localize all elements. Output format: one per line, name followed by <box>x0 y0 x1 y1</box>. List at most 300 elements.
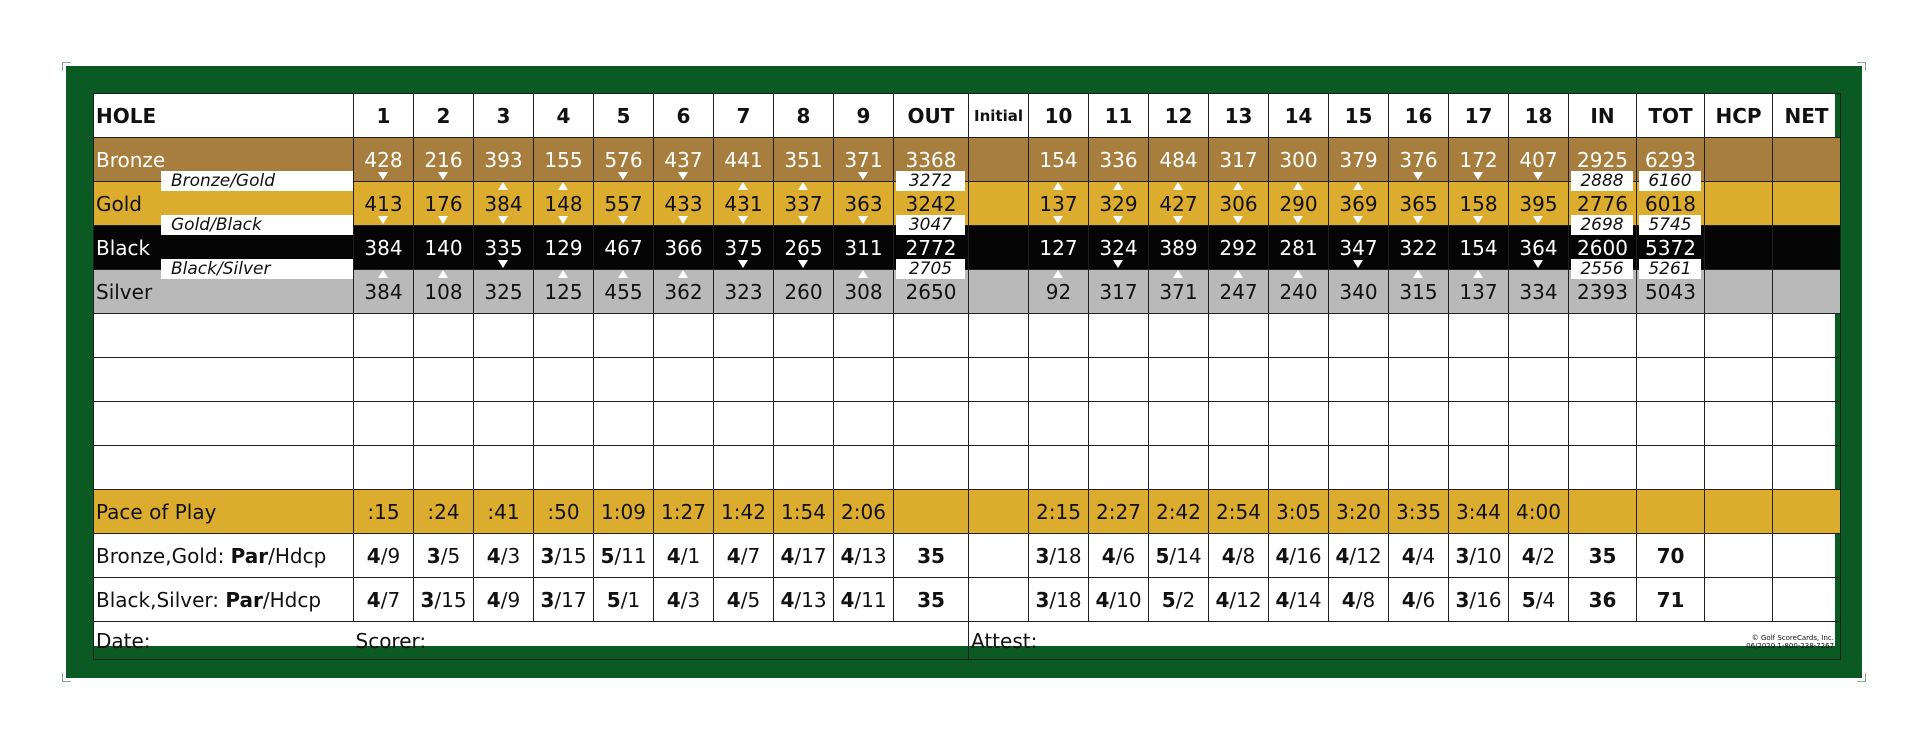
score-entry-row <box>94 358 1841 402</box>
score-cell[interactable] <box>1637 402 1705 446</box>
yardage-cell: 441 <box>714 138 774 182</box>
par-hdcp-cell <box>594 534 654 578</box>
par-value: 4 <box>486 587 501 612</box>
combo-tee-name: Bronze/Gold <box>161 171 353 191</box>
score-cell[interactable] <box>1449 314 1509 358</box>
score-cell[interactable] <box>834 314 894 358</box>
score-cell[interactable] <box>1569 358 1637 402</box>
score-cell[interactable] <box>1269 402 1329 446</box>
score-cell[interactable] <box>1329 314 1389 358</box>
yardage-cell: 216 <box>414 138 474 182</box>
score-cell[interactable] <box>414 314 474 358</box>
par-value: 3 <box>1455 543 1470 568</box>
score-cell[interactable] <box>714 358 774 402</box>
score-cell[interactable] <box>1149 402 1209 446</box>
score-cell[interactable] <box>414 358 474 402</box>
score-cell[interactable] <box>1269 446 1329 490</box>
score-cell[interactable] <box>474 402 534 446</box>
yardage-cell: 323 <box>714 270 774 314</box>
yardage-cell: 317 <box>1089 270 1149 314</box>
score-cell[interactable] <box>714 314 774 358</box>
yardage-cell: 369 <box>1329 182 1389 226</box>
yardage-cell: 324 <box>1089 226 1149 270</box>
score-cell[interactable] <box>654 446 714 490</box>
pace-time: 1:27 <box>654 490 714 534</box>
triangle-up-icon <box>618 270 628 278</box>
score-cell[interactable] <box>1149 358 1209 402</box>
hdcp-value: /15 <box>434 587 467 612</box>
score-cell[interactable] <box>1269 314 1329 358</box>
score-cell[interactable] <box>594 402 654 446</box>
score-cell[interactable] <box>1509 314 1569 358</box>
net-cell[interactable] <box>1773 226 1841 270</box>
hdcp-value: /1 <box>620 587 641 612</box>
score-cell[interactable] <box>1389 314 1449 358</box>
empty-cell <box>1705 534 1773 578</box>
score-cell[interactable] <box>774 446 834 490</box>
yardage-cell: 362 <box>654 270 714 314</box>
score-cell[interactable] <box>354 314 414 358</box>
empty-cell <box>1705 490 1773 534</box>
out-par-value: 35 <box>917 543 945 568</box>
hole-number: 15 <box>1329 94 1389 138</box>
triangle-down-icon <box>1533 172 1543 180</box>
score-cell[interactable] <box>714 402 774 446</box>
triangle-down-icon <box>438 172 448 180</box>
yardage-cell: 292 <box>1209 226 1269 270</box>
score-cell[interactable] <box>594 314 654 358</box>
par-hdcp-row <box>94 534 1841 578</box>
par-value: 3 <box>426 543 441 568</box>
score-cell[interactable] <box>969 314 1029 358</box>
crop-mark <box>1857 62 1866 71</box>
yardage-cell: 363 <box>834 182 894 226</box>
hdcp-value: /10 <box>1469 543 1502 568</box>
score-cell[interactable] <box>1029 446 1089 490</box>
pace-of-play-row <box>94 490 1841 534</box>
score-cell[interactable] <box>1269 358 1329 402</box>
score-cell[interactable] <box>1329 358 1389 402</box>
score-cell[interactable] <box>1209 358 1269 402</box>
score-cell[interactable] <box>1569 314 1637 358</box>
score-cell[interactable] <box>1029 358 1089 402</box>
par-hdcp-cell <box>1269 534 1329 578</box>
par-hdcp-cell <box>654 578 714 622</box>
score-cell[interactable] <box>1569 446 1637 490</box>
scorecard-frame <box>66 66 1862 678</box>
score-cell[interactable] <box>534 446 594 490</box>
par-hdcp-cell <box>474 578 534 622</box>
score-cell[interactable] <box>1089 402 1149 446</box>
in-total: 2393 <box>1569 270 1637 314</box>
hdcp-value: /5 <box>740 587 761 612</box>
hole-number: 7 <box>714 94 774 138</box>
score-cell[interactable] <box>1705 314 1773 358</box>
yardage-cell: 413 <box>354 182 414 226</box>
hdcp-value: /14 <box>1289 587 1322 612</box>
par-value: 4 <box>1401 543 1416 568</box>
par-hdcp-label <box>94 534 354 578</box>
par-hdcp-cell <box>1209 534 1269 578</box>
par-hdcp-cell <box>834 534 894 578</box>
score-cell[interactable] <box>1705 358 1773 402</box>
yardage-cell: 366 <box>654 226 714 270</box>
score-cell[interactable] <box>774 358 834 402</box>
copyright-line2: 06/2020 1-800-238-7267 <box>1746 642 1834 650</box>
hdcp-value: /7 <box>380 587 401 612</box>
tee-name: Black <box>94 226 354 270</box>
score-cell[interactable] <box>474 358 534 402</box>
par-hdcp-cell <box>1029 578 1089 622</box>
in-header: IN <box>1569 94 1637 138</box>
initial-cell[interactable] <box>969 226 1029 270</box>
date-field[interactable]: Date: <box>94 622 354 660</box>
par-hdcp-cell <box>714 534 774 578</box>
combo-in-total: 2888 <box>1571 171 1633 191</box>
hole-number: 13 <box>1209 94 1269 138</box>
hcp-cell[interactable] <box>1705 270 1773 314</box>
par-value: 4 <box>780 587 795 612</box>
par-value: 4 <box>1101 543 1116 568</box>
score-cell[interactable] <box>1029 314 1089 358</box>
par-hdcp-cell <box>1449 578 1509 622</box>
score-cell[interactable] <box>1637 314 1705 358</box>
initial-cell[interactable] <box>969 138 1029 182</box>
hdcp-value: /13 <box>854 543 887 568</box>
initial-cell[interactable] <box>969 182 1029 226</box>
yardage-cell: 308 <box>834 270 894 314</box>
score-cell[interactable] <box>1329 446 1389 490</box>
par-hdcp-cell <box>1029 534 1089 578</box>
triangle-down-icon <box>1113 260 1123 268</box>
par-hdcp-cell <box>774 578 834 622</box>
triangle-down-icon <box>1533 260 1543 268</box>
yardage-cell: 557 <box>594 182 654 226</box>
triangle-down-icon <box>438 216 448 224</box>
triangle-down-icon <box>1353 216 1363 224</box>
score-cell[interactable] <box>1029 402 1089 446</box>
combo-in-total: 2698 <box>1571 215 1633 235</box>
tee-name: Bronze <box>94 138 354 182</box>
score-cell[interactable] <box>654 358 714 402</box>
score-cell[interactable] <box>894 446 969 490</box>
hole-header: HOLE <box>94 94 354 138</box>
player-name-cell[interactable] <box>94 358 354 402</box>
out-par-value: 35 <box>917 587 945 612</box>
score-cell[interactable] <box>1637 358 1705 402</box>
triangle-up-icon <box>1113 182 1123 190</box>
score-cell[interactable] <box>414 446 474 490</box>
hcp-cell[interactable] <box>1705 182 1773 226</box>
triangle-up-icon <box>1173 270 1183 278</box>
score-cell[interactable] <box>1089 358 1149 402</box>
hole-number: 12 <box>1149 94 1209 138</box>
yardage-cell: 127 <box>1029 226 1089 270</box>
score-cell[interactable] <box>1637 446 1705 490</box>
yardage-cell: 172 <box>1449 138 1509 182</box>
score-cell[interactable] <box>474 446 534 490</box>
score-cell[interactable] <box>774 402 834 446</box>
score-cell[interactable] <box>1773 446 1841 490</box>
score-cell[interactable] <box>1149 446 1209 490</box>
triangle-down-icon <box>378 172 388 180</box>
score-cell[interactable] <box>1089 446 1149 490</box>
hole-number: 11 <box>1089 94 1149 138</box>
par-value: 5 <box>1155 543 1170 568</box>
hdcp-value: /2 <box>1175 587 1196 612</box>
triangle-up-icon <box>858 270 868 278</box>
tot-total: 6293 <box>1637 138 1705 182</box>
player-name-cell[interactable] <box>94 402 354 446</box>
score-cell[interactable] <box>1389 358 1449 402</box>
score-entry-row <box>94 402 1841 446</box>
yardage-cell: 455 <box>594 270 654 314</box>
scorer-field[interactable]: Scorer: <box>354 622 969 660</box>
score-cell[interactable] <box>1773 402 1841 446</box>
hdcp-value: /18 <box>1049 543 1082 568</box>
net-header: NET <box>1773 94 1841 138</box>
score-cell[interactable] <box>1509 402 1569 446</box>
attest-field[interactable] <box>969 622 1841 660</box>
pace-time: 1:54 <box>774 490 834 534</box>
par-value: 4 <box>1275 543 1290 568</box>
yardage-cell: 322 <box>1389 226 1449 270</box>
pace-time: 3:44 <box>1449 490 1509 534</box>
hole-number: 17 <box>1449 94 1509 138</box>
yardage-cell: 325 <box>474 270 534 314</box>
par-value: 4 <box>840 587 855 612</box>
par-hdcp-cell <box>834 578 894 622</box>
copyright <box>1746 634 1834 650</box>
par-value: 4 <box>1221 543 1236 568</box>
par-value: 4 <box>1335 543 1350 568</box>
score-cell[interactable] <box>354 402 414 446</box>
score-cell[interactable] <box>1569 402 1637 446</box>
yardage-cell: 155 <box>534 138 594 182</box>
score-cell[interactable] <box>534 358 594 402</box>
yardage-cell: 427 <box>1149 182 1209 226</box>
par-value: 4 <box>1095 587 1110 612</box>
triangle-down-icon <box>1233 216 1243 224</box>
tot-total: 6018 <box>1637 182 1705 226</box>
yardage-cell: 300 <box>1269 138 1329 182</box>
par-label-par: Par <box>225 587 263 612</box>
triangle-up-icon <box>378 270 388 278</box>
par-hdcp-cell <box>354 534 414 578</box>
hole-number: 4 <box>534 94 594 138</box>
score-cell[interactable] <box>894 358 969 402</box>
tee-name: Gold <box>94 182 354 226</box>
hdcp-value: /9 <box>380 543 401 568</box>
par-value: 4 <box>726 587 741 612</box>
score-cell[interactable] <box>414 402 474 446</box>
in-total: 2776 <box>1569 182 1637 226</box>
hdcp-value: /5 <box>440 543 461 568</box>
triangle-up-icon <box>1053 182 1063 190</box>
initial-cell <box>969 534 1029 578</box>
triangle-down-icon <box>678 216 688 224</box>
score-cell[interactable] <box>1509 358 1569 402</box>
par-hdcp-cell <box>1509 578 1569 622</box>
empty-cell <box>1773 490 1841 534</box>
hcp-cell[interactable] <box>1705 226 1773 270</box>
net-cell[interactable] <box>1773 138 1841 182</box>
combo-tot-total: 6160 <box>1639 171 1701 191</box>
yardage-cell: 240 <box>1269 270 1329 314</box>
triangle-up-icon <box>558 182 568 190</box>
triangle-up-icon <box>1053 270 1063 278</box>
combo-tot-total: 5745 <box>1639 215 1701 235</box>
score-cell[interactable] <box>1089 314 1149 358</box>
score-cell[interactable] <box>834 358 894 402</box>
triangle-down-icon <box>618 216 628 224</box>
par-hdcp-cell <box>714 578 774 622</box>
yardage-cell: 375 <box>714 226 774 270</box>
par-hdcp-row <box>94 578 1841 622</box>
combo-out-total: 3047 <box>896 215 965 235</box>
score-cell[interactable] <box>969 402 1029 446</box>
pace-time: 3:20 <box>1329 490 1389 534</box>
score-cell[interactable] <box>1209 402 1269 446</box>
out-par <box>894 578 969 622</box>
hcp-cell[interactable] <box>1705 138 1773 182</box>
par-value: 4 <box>486 543 501 568</box>
in-total: 2600 <box>1569 226 1637 270</box>
score-cell[interactable] <box>474 314 534 358</box>
player-name-cell[interactable] <box>94 446 354 490</box>
yardage-cell: 384 <box>354 270 414 314</box>
in-par <box>1569 578 1637 622</box>
triangle-down-icon <box>1533 216 1543 224</box>
score-cell[interactable] <box>1389 446 1449 490</box>
hdcp-value: /15 <box>554 543 587 568</box>
score-cell[interactable] <box>1705 446 1773 490</box>
score-cell[interactable] <box>969 358 1029 402</box>
score-cell[interactable] <box>894 314 969 358</box>
par-value: 3 <box>540 543 555 568</box>
score-cell[interactable] <box>969 446 1029 490</box>
triangle-down-icon <box>1473 172 1483 180</box>
triangle-down-icon <box>1173 216 1183 224</box>
hole-number: 5 <box>594 94 654 138</box>
score-cell[interactable] <box>1705 402 1773 446</box>
yardage-cell: 137 <box>1029 182 1089 226</box>
score-cell[interactable] <box>774 314 834 358</box>
yardage-cell: 351 <box>774 138 834 182</box>
score-cell[interactable] <box>1149 314 1209 358</box>
triangle-up-icon <box>798 182 808 190</box>
triangle-down-icon <box>378 216 388 224</box>
score-cell[interactable] <box>594 446 654 490</box>
par-label-par: Par <box>230 543 269 568</box>
out-total: 3242 <box>894 182 969 226</box>
par-value: 4 <box>366 587 381 612</box>
score-cell[interactable] <box>534 314 594 358</box>
yardage-cell: 290 <box>1269 182 1329 226</box>
hdcp-value: /3 <box>500 543 521 568</box>
triangle-down-icon <box>498 260 508 268</box>
score-cell[interactable] <box>1389 402 1449 446</box>
tot-par-value: 70 <box>1656 543 1685 568</box>
yardage-cell: 158 <box>1449 182 1509 226</box>
tot-header: TOT <box>1637 94 1705 138</box>
triangle-down-icon <box>1413 216 1423 224</box>
net-cell[interactable] <box>1773 270 1841 314</box>
score-cell[interactable] <box>834 446 894 490</box>
score-cell[interactable] <box>1329 402 1389 446</box>
score-cell[interactable] <box>354 358 414 402</box>
par-value: 5 <box>600 543 615 568</box>
attest-label: Attest: <box>971 628 1038 653</box>
triangle-down-icon <box>498 216 508 224</box>
hole-number: 6 <box>654 94 714 138</box>
combo-tee-name: Black/Silver <box>161 259 353 279</box>
par-hdcp-cell <box>1209 578 1269 622</box>
score-cell[interactable] <box>1773 314 1841 358</box>
yardage-cell: 154 <box>1029 138 1089 182</box>
par-value: 4 <box>726 543 741 568</box>
score-cell[interactable] <box>594 358 654 402</box>
triangle-up-icon <box>1353 182 1363 190</box>
score-cell[interactable] <box>714 446 774 490</box>
initial-cell[interactable] <box>969 270 1029 314</box>
scorecard <box>93 93 1835 653</box>
triangle-down-icon <box>798 216 808 224</box>
score-cell[interactable] <box>1209 446 1269 490</box>
score-cell[interactable] <box>1209 314 1269 358</box>
out-cell <box>894 490 969 534</box>
score-cell[interactable] <box>354 446 414 490</box>
par-value: 3 <box>540 587 555 612</box>
hdcp-value: /10 <box>1109 587 1142 612</box>
triangle-up-icon <box>498 182 508 190</box>
yardage-cell: 364 <box>1509 226 1569 270</box>
yardage-cell: 431 <box>714 182 774 226</box>
par-hdcp-cell <box>1509 534 1569 578</box>
par-hdcp-cell <box>1149 534 1209 578</box>
yardage-cell: 433 <box>654 182 714 226</box>
score-cell[interactable] <box>534 402 594 446</box>
net-cell[interactable] <box>1773 182 1841 226</box>
score-cell[interactable] <box>834 402 894 446</box>
score-cell[interactable] <box>654 314 714 358</box>
hdcp-value: /7 <box>740 543 761 568</box>
empty-cell <box>1569 490 1637 534</box>
par-hdcp-cell <box>1389 578 1449 622</box>
par-label-prefix: Bronze,Gold: <box>96 543 231 568</box>
hdcp-value: /17 <box>794 543 827 568</box>
hole-number: 9 <box>834 94 894 138</box>
yardage-cell: 335 <box>474 226 534 270</box>
score-cell[interactable] <box>654 402 714 446</box>
hdcp-value: /12 <box>1229 587 1262 612</box>
yardage-cell: 334 <box>1509 270 1569 314</box>
out-total: 2650 <box>894 270 969 314</box>
score-cell[interactable] <box>1449 402 1509 446</box>
score-cell[interactable] <box>894 402 969 446</box>
score-cell[interactable] <box>1449 446 1509 490</box>
player-name-cell[interactable] <box>94 314 354 358</box>
score-cell[interactable] <box>1449 358 1509 402</box>
triangle-down-icon <box>1473 216 1483 224</box>
out-par <box>894 534 969 578</box>
score-cell[interactable] <box>1773 358 1841 402</box>
combo-in-total: 2556 <box>1571 259 1633 279</box>
triangle-down-icon <box>738 260 748 268</box>
yardage-cell: 576 <box>594 138 654 182</box>
hole-number: 14 <box>1269 94 1329 138</box>
score-cell[interactable] <box>1509 446 1569 490</box>
